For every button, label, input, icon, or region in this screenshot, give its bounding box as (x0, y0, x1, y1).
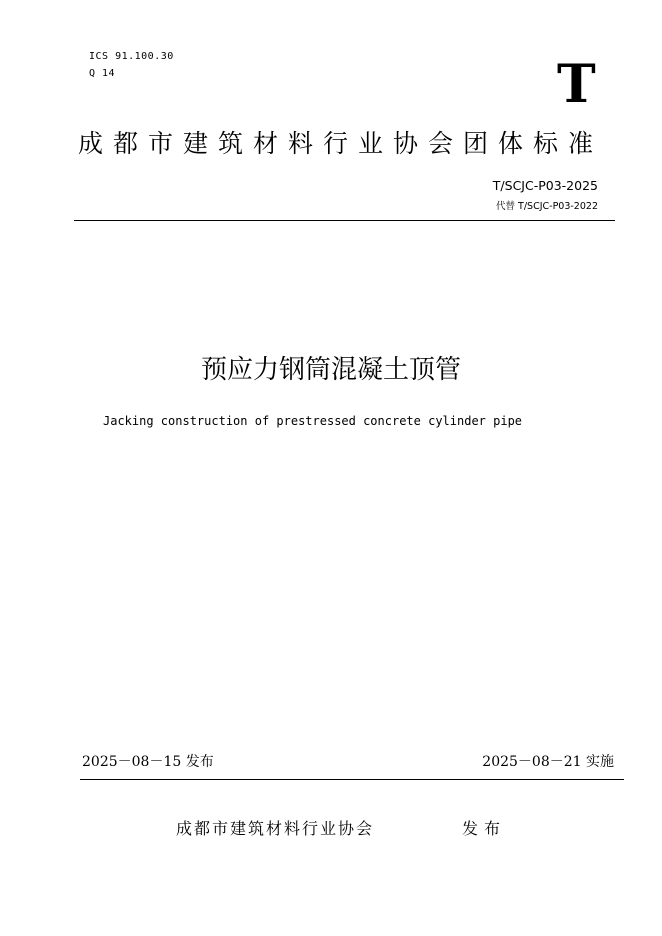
footer-divider (80, 779, 624, 780)
implementation-date: 2025－08－21 实施 (482, 754, 614, 770)
issue-date: 2025－08－15 发布 (82, 754, 214, 770)
standard-number: T/SCJC-P03-2025 (492, 178, 598, 193)
publisher-name: 成都市建筑材料行业协会 (176, 819, 375, 838)
standard-type-mark: T (557, 54, 596, 115)
replaced-standard: 代替 T/SCJC-P03-2022 (496, 201, 598, 212)
ccs-code: Q 14 (89, 68, 116, 79)
publish-label: 发布 (462, 819, 507, 838)
organization-standard-title: 成都市建筑材料行业协会团体标准 (78, 129, 604, 158)
document-title-chinese: 预应力钢筒混凝土顶管 (200, 355, 461, 385)
header-divider (74, 220, 615, 221)
document-title-english: Jacking construction of prestressed concrete cylinder pipe (103, 414, 523, 428)
ics-code: ICS 91.100.30 (89, 51, 174, 62)
